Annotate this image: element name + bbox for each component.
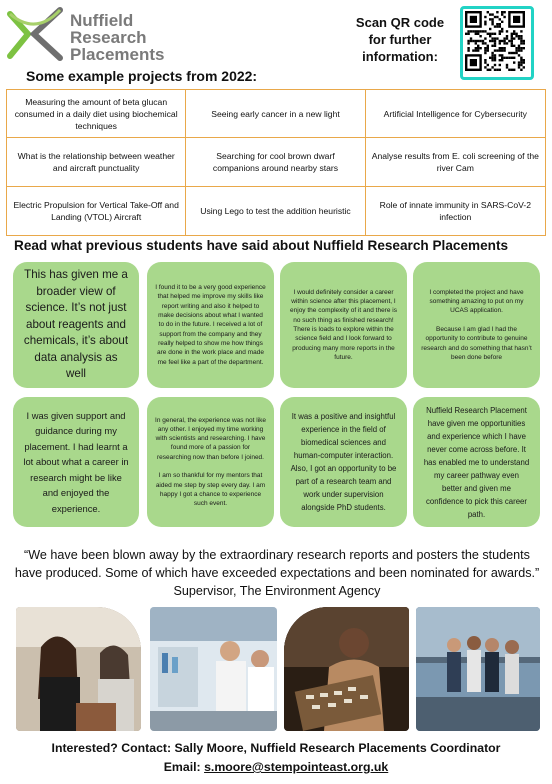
supervisor-quote (14, 546, 540, 600)
project-cell: Role of innate immunity in SARS-CoV-2 infection (379, 199, 532, 222)
project-cell: Using Lego to test the addition heuristic (186, 187, 365, 235)
testimonial-card: In general, the experience was not like any other. I enjoyed my time working with scientists and researching. I have found more of a passion for researching now than before I joined. I am so thankful for my mentors that aided me step by step every day. I am happy I got a chance to experience such event. (147, 397, 274, 527)
project-cell: Artificial Intelligence for Cybersecurity (366, 90, 545, 138)
projects-heading: Some example projects from 2022: (26, 68, 258, 84)
testimonial-card: I was given support and guidance during my placement. I had learnt a lot about what a career in research might be like and enjoyed the experience. (13, 397, 139, 527)
testimonial-card: I completed the project and have something amazing to put on my UCAS application. Because I am glad I had the opportunity to contribute to genuine research and do something that hasn’t been done before (413, 262, 540, 388)
testimonial-card: Nuffield Research Placement have given me opportunities and experience which I have never come across before. It has enabled me to understand my career pathway even better and given me confidence to pick this career path. (413, 397, 540, 527)
project-cell: Measuring the amount of beta glucan consumed in a daily diet using biochemical techniques (7, 90, 186, 138)
project-cell: Electric Propulsion for Vertical Take-Off and Landing (VTOL) Aircraft (7, 187, 186, 235)
qr-label: Scan QR code for further information: (355, 15, 445, 64)
photo-engineering-team (416, 607, 540, 731)
photo-lab-researchers (150, 607, 277, 731)
nuffield-logo-text: Nuffield Research Placements (70, 11, 165, 64)
contact-line: Interested? Contact: Sally Moore, Nuffield Research Placements Coordinator (51, 741, 501, 755)
photo-students-classroom (16, 607, 141, 731)
testimonials-heading: Read what previous students have said about Nuffield Research Placements (14, 238, 509, 253)
testimonial-card: I found it to be a very good experience that helped me improve my skills like report writing and also it helped to make decisions about what I wanted to do in the future. I received a lot of support from the company and they really helped to show me how things are done in the work place and made me feel like a part of the department. (147, 262, 274, 388)
email-label: Email: (163, 760, 201, 774)
project-cell: Seeing early cancer in a new light (186, 90, 365, 138)
email-line (0, 758, 552, 777)
supervisor-attribution: Supervisor, The Environment Agency (173, 584, 381, 598)
qr-code[interactable] (460, 6, 534, 80)
email-link[interactable]: s.moore@stempointeast.org.uk (204, 760, 389, 774)
testimonial-card: This has given me a broader view of science. It’s not just about reagents and chemicals, it’s about data analysis as well (13, 262, 139, 388)
qr-code-icon (465, 11, 525, 71)
nuffield-logo-mark (6, 6, 64, 62)
projects-grid (6, 89, 546, 236)
project-cell: What is the relationship between weather and aircraft punctuality (7, 138, 186, 186)
project-cell: Searching for cool brown dwarf companions around nearby stars (186, 138, 365, 186)
supervisor-quote-text: “We have been blown away by the extraordinary research reports and posters the students have produced. Some of which have exceeded expectations and been nominated for awards.” (14, 548, 540, 580)
testimonial-card: I would definitely consider a career within science after this placement, I enjoy the complexity of it and there is no such thing as finished research! There is loads to explore within the science field and I look forward to producing many more reports in the future. (280, 262, 407, 388)
testimonial-card: It was a positive and insightful experience in the field of biomedical sciences and human-computer interaction. Also, I got an opportunity to be part of a research team and work under supervision alongside PhD students. (280, 397, 407, 527)
contact-block (0, 739, 552, 777)
project-cell: Analyse results from E. coli screening of the river Cam (366, 138, 545, 186)
photo-student-specimen-tray (284, 607, 409, 731)
